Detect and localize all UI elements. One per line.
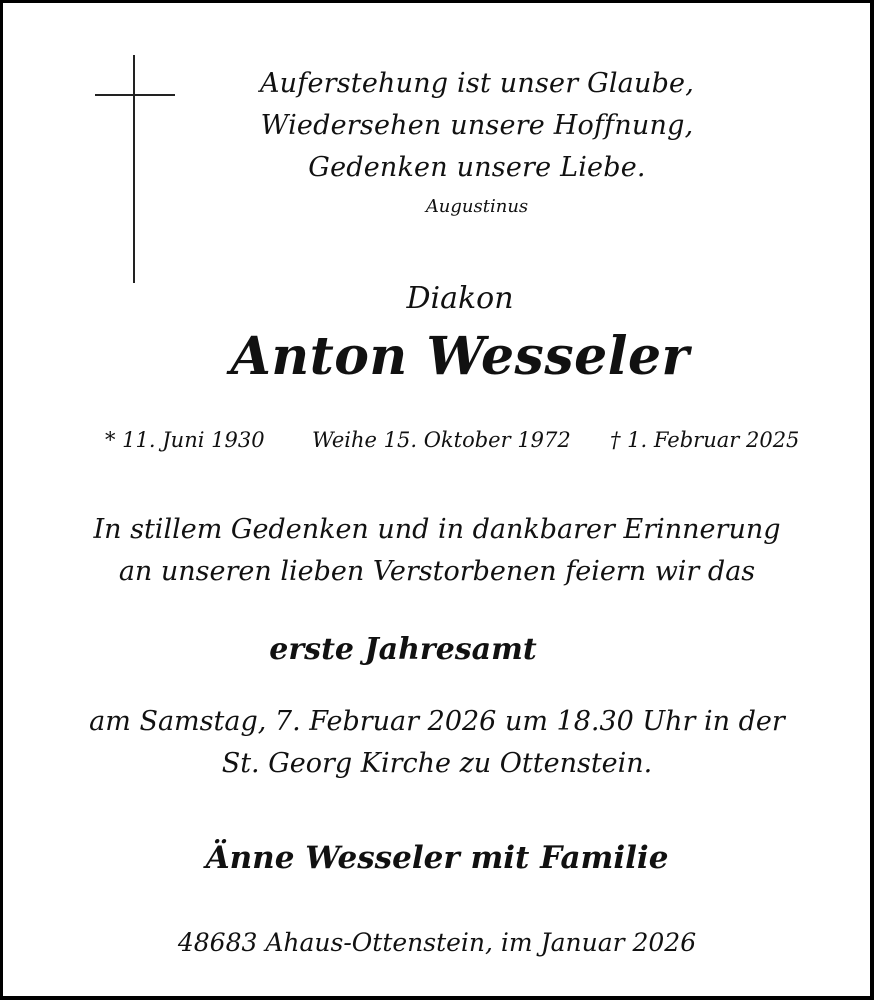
intro-line-2: an unseren lieben Verstorbenen feiern wir das <box>118 556 756 587</box>
ordination-date: Weihe 15. Oktober 1972 <box>312 428 571 452</box>
birth-date: * 11. Juni 1930 <box>105 428 265 452</box>
quote-line-2: Wiedersehen unsere Hoffnung, <box>260 110 694 141</box>
service-headline: erste Jahresamt <box>269 632 537 667</box>
intro-line-1: In stillem Gedenken und in dankbarer Erinnerung <box>93 514 781 545</box>
death-date: † 1. Februar 2025 <box>610 428 800 452</box>
place-date: 48683 Ahaus-Ottenstein, im Januar 2026 <box>177 928 697 957</box>
detail-line-1: am Samstag, 7. Februar 2026 um 18.30 Uhr in der <box>89 706 785 737</box>
deceased-title: Diakon <box>406 281 514 316</box>
deceased-name: Anton Wesseler <box>230 326 690 387</box>
quote-line-1: Auferstehung ist unser Glaube, <box>259 68 695 99</box>
signature: Änne Wesseler mit Familie <box>205 840 669 876</box>
quote-source: Augustinus <box>425 196 529 217</box>
quote-line-3: Gedenken unsere Liebe. <box>308 152 646 183</box>
detail-line-2: St. Georg Kirche zu Ottenstein. <box>221 748 653 779</box>
